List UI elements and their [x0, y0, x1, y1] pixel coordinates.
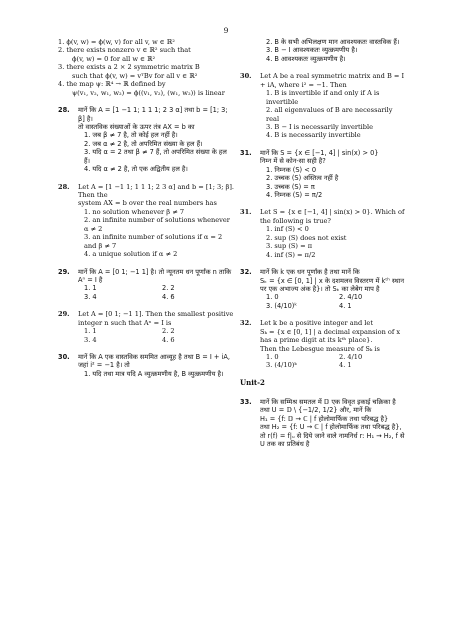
right-column	[240, 38, 406, 457]
option: 2. an infinite number of solutions whenever α ≠ 2	[84, 216, 230, 233]
top-option-3: 3. there exists a 2 × 2 symmetric matrix B such that ϕ(v, w) = vᵀBv for all v ∈ ℝ²	[58, 63, 200, 80]
option: 4. 6	[162, 292, 175, 301]
question-33-hindi: 33. मानें कि सम्मिश्र समतल में 𝔻 एक विवृत इकाई चक्रिका है तथा U = 𝔻 \ {−1/2, 1/2} और, मानें कि H₁ = {f: 𝔻 → ℂ | f होलोमार्फिक तथा परिबद्ध है} तथा H₂ = {f: U → ℂ | f होलोमार्फिक तथा परिबद्ध है}, तो r(f) = f|ᵤ से दिये जाने वाले नामनिर्ध r: H₁ → H₂, f से U तक का प्रतिबंध है	[240, 397, 405, 449]
option: 3. (4/10)ᵏ	[266, 361, 297, 370]
option: 2. B के सभी अभिलक्षण मान आवश्यकतः वास्तविक हैं।	[266, 38, 400, 46]
option: 4. 1	[339, 361, 352, 370]
option: 4. B आवश्यकतः व्युत्क्रमणीय है।	[266, 54, 346, 63]
option: 1. यदि तथा मात्र यदि A व्युत्क्रमणीय है, B व्युत्क्रमणीय है।	[84, 369, 224, 378]
option: 4. B is necessarily invertible	[266, 131, 361, 140]
option: 1. निम्नक (S) < 0	[266, 165, 317, 174]
question-number: 30.	[240, 72, 252, 81]
top-option-1: 1. ϕ(v, w) = ϕ(w, v) for all v, w ∈ ℝ²	[58, 38, 175, 46]
question-number: 31.	[240, 208, 252, 217]
question-30-english: 30. Let A be a real symmetric matrix and B = I + iA, where i² = −1. Then 1. B is invertible if and only if A is invertible 2. all eigenvalues of B are necessarily real 3. B − I is necessarily invertible 4. B is necessarily invertible	[240, 72, 405, 140]
question-32-english: 32. Let k be a positive integer and let Sₖ = {x ∈ [0, 1] | a decimal expansion of x has a prime digit at its kᵗʰ place}. Then the Lebesgue measure of Sₖ is 1. 0 2. 4/10 3. (4/10)ᵏ 4. 1	[240, 319, 406, 370]
option: 3. B − I आवश्यकतः व्युत्क्रमणीय है।	[266, 46, 358, 55]
option: 1. 1	[84, 284, 97, 293]
left-column	[58, 38, 234, 387]
question-number: 33.	[240, 397, 252, 406]
question-number: 28.	[58, 182, 70, 191]
option: 1. B is invertible if and only if A is invertible	[266, 89, 380, 106]
option: 1. no solution whenever β ≠ 7	[84, 207, 185, 216]
option: 4. inf (S) = π/2	[266, 250, 316, 259]
question-number: 29.	[58, 310, 70, 319]
option: 2. 2	[162, 327, 175, 336]
page-number: 9	[223, 26, 229, 35]
question-29-hindi: 29. मानें कि A = [0 1; −1 1] है। तो न्यूनतम धन पूर्णांक n ताकि Aⁿ = I है 1. 1 2. 2 3. 4 4. 6	[58, 268, 234, 302]
option: 4. निम्नक (S) = π/2	[266, 191, 323, 199]
question-29-english: 29. Let A = [0 1; −1 1]. Then the smallest positive integer n such that Aⁿ = I is 1. 1 2. 2 3. 4 4. 6	[58, 310, 234, 344]
option: 1. 1	[84, 327, 97, 336]
option: 1. 0	[266, 293, 279, 302]
option: 2. all eigenvalues of B are necessarily real	[266, 106, 393, 123]
option: 1. 0	[266, 353, 279, 361]
unit-heading: Unit-2	[240, 377, 265, 387]
question-31-hindi: 31. मानें कि S = {x ∈ [−1, 4] | sin(x) > 0} निम्न में से कोन-सा सही है? 1. निम्नक (S) < 0 2. उच्चक (S) अस्तित्व नहीं है 3. उच्चक (S) = π 4. निम्नक (S) = π/2	[240, 149, 406, 200]
option: 2. 2	[162, 284, 175, 293]
option: 2. जब α ≠ 2 है, तो अपरिमित संख्या के हल हैं।	[84, 139, 203, 148]
top-option-2: 2. there exists nonzero v ∈ ℝ² such that ϕ(v, w) = 0 for all w ∈ ℝ²	[58, 46, 191, 63]
option: 1. जब β ≠ 7 है, तो कोई हल नहीं है।	[84, 131, 178, 140]
question-28-hindi: 28. मानें कि A = [1 −1 1; 1 1 1; 2 3 α] तथा b = [1; 3; β] है। तो वास्तविक संख्याओं के ऊपर तंत्र AX = b का 1. जब β ≠ 7 है, तो कोई हल नहीं है। 2. जब α ≠ 2 है, तो अपरिमित संख्या के हल हैं। 3. यदि α = 2 तथा β ≠ 7 हैं, तो अपरिमित संख्या के हल हैं। 4. यदि α ≠ 2 है, तो एक अद्वितीय हल है।	[58, 106, 234, 174]
option: 3. उच्चक (S) = π	[266, 182, 315, 191]
option: 2. 4/10	[339, 353, 363, 361]
question-28-english: 28. Let A = [1 −1 1; 1 1 1; 2 3 α] and b = [1; 3; β]. Then the system AX = b over the real numbers has 1. no solution whenever β ≠ 7 2. an infinite number of solutions whenever α ≠ 2 3. an infinite number of solutions if α = 2 and β ≠ 7 4. a unique solution if α ≠ 2	[58, 182, 235, 259]
option: 2. 4/10	[339, 293, 363, 302]
option: 4. 1	[339, 301, 352, 310]
question-number: 28.	[58, 106, 70, 115]
question-number: 31.	[240, 148, 252, 157]
question-31-english: 31. Let S = {x ∈ [−1, 4] | sin(x) > 0}. Which of the following is true? 1. inf (S) < 0 2. sup (S) does not exist 3. sup (S) = π 4. inf (S) = π/2	[240, 208, 405, 259]
option: 3. 4	[84, 292, 97, 301]
option: 4. यदि α ≠ 2 है, तो एक अद्वितीय हल है।	[84, 165, 188, 174]
question-number: 32.	[240, 268, 252, 277]
option: 3. 4	[84, 335, 97, 344]
option: 4. a unique solution if α ≠ 2	[84, 250, 178, 259]
option: 4. 6	[162, 335, 175, 344]
option: 3. (4/10)ᵏ	[266, 301, 298, 310]
option: 1. inf (S) < 0	[266, 225, 309, 234]
question-30-hindi-continued	[240, 38, 406, 63]
option: 3. B − I is necessarily invertible	[266, 122, 373, 131]
top-option-4: 4. the map ψ: ℝ⁴ → ℝ defined by ψ(v₁, v₂, w₁, w₂) = ϕ((v₁, v₂), (w₁, w₂)) is linear	[58, 80, 225, 97]
question-27-options	[58, 38, 234, 97]
option: 3. sup (S) = π	[266, 242, 313, 251]
question-number: 32.	[240, 319, 252, 328]
question-32-hindi: 32. मानें कि k एक धन पूर्णांक है तथा मानें कि Sₖ = {x ∈ [0, 1] | x के दशमलव विस्तरण में kᵗʰ स्थान पर एक अभाज्य अंक है}। तो Sₖ का लेबेग माप है 1. 0 2. 4/10 3. (4/10)ᵏ 4. 1	[240, 268, 405, 310]
question-number: 29.	[58, 267, 70, 276]
option: 3. an infinite number of solutions if α = 2 and β ≠ 7	[84, 233, 223, 250]
question-number: 30.	[58, 353, 70, 361]
option: 3. यदि α = 2 तथा β ≠ 7 हैं, तो अपरिमित संख्या के हल हैं।	[84, 148, 227, 165]
question-30-hindi: 30. मानें कि A एक वास्तविक सममित आव्यूह है तथा B = I + iA, जहां i² = −1 है। तो 1. यदि तथा मात्र यदि A व्युत्क्रमणीय है, B व्युत्क्रमणीय है।	[58, 353, 234, 378]
option: 2. sup (S) does not exist	[266, 233, 347, 242]
option: 2. उच्चक (S) अस्तित्व नहीं है	[266, 174, 339, 183]
